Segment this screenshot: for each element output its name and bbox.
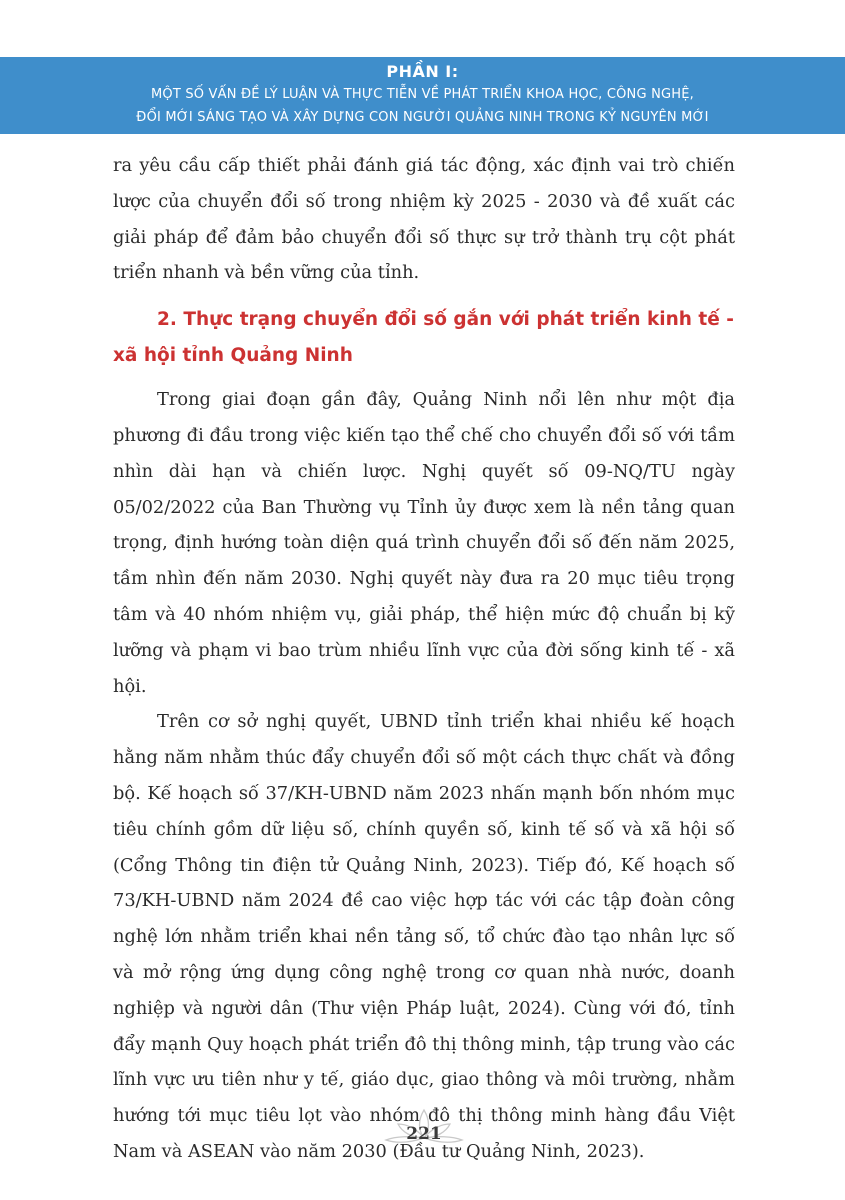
part-title-line-1: MỘT SỐ VẤN ĐỀ LÝ LUẬN VÀ THỰC TIỄN VỀ PHÁT TRIỂN KHOA HỌC, CÔNG NGHỆ, <box>151 87 694 102</box>
body-paragraph-1: Trong giai đoạn gần đây, Quảng Ninh nổi lên như một địa phương đi đầu trong việc kiến tạo thể chế cho chuyển đổi số với tầm nhìn dài hạn và chiến lược. Nghị quyết số 09-NQ/TU ngày 05/02/2022 của Ban Thường vụ Tỉnh ủy được xem là nền tảng quan trọng, định hướng toàn diện quá trình chuyển đổi số đến năm 2025, tầm nhìn đến năm 2030. Nghị quyết này đưa ra 20 mục tiêu trọng tâm và 40 nhóm nhiệm vụ, giải pháp, thể hiện mức độ chuẩn bị kỹ lưỡng và phạm vi bao trùm nhiều lĩnh vực của đời sống kinh tế - xã hội. <box>113 389 735 697</box>
section-heading: 2. Thực trạng chuyển đổi số gắn với phát triển kinh tế - xã hội tỉnh Quảng Ninh <box>113 309 734 367</box>
page-number: 221 <box>406 1124 442 1144</box>
body-paragraph-2: Trên cơ sở nghị quyết, UBND tỉnh triển khai nhiều kế hoạch hằng năm nhằm thúc đẩy chuyển đổi số một cách thực chất và đồng bộ. Kế hoạch số 37/KH-UBND năm 2023 nhấn mạnh bốn nhóm mục tiêu chính gồm dữ liệu số, chính quyền số, kinh tế số và xã hội số (Cổng Thông tin điện tử Quảng Ninh, 2023). Tiếp đó, Kế hoạch số 73/KH-UBND năm 2024 đề cao việc hợp tác với các tập đoàn công nghệ lớn nhằm triển khai nền tảng số, tổ chức đào tạo nhân lực số và mở rộng ứng dụng công nghệ trong cơ quan nhà nước, doanh nghiệp và người dân (Thư viện Pháp luật, 2024). Cùng với đó, tỉnh đẩy mạnh Quy hoạch phát triển đô thị thông minh, tập trung vào các lĩnh vực ưu tiên như y tế, giáo dục, giao thông và môi trường, nhằm hướng tới mục tiêu lọt vào nhóm đô thị thông minh hàng đầu Việt Nam và ASEAN vào năm 2030 (Đầu tư Quảng Ninh, 2023). <box>113 711 735 1162</box>
intro-paragraph: ra yêu cầu cấp thiết phải đánh giá tác động, xác định vai trò chiến lược của chuyển đổi số trong nhiệm kỳ 2025 - 2030 và đề xuất các giải pháp để đảm bảo chuyển đổi số thực sự trở thành trụ cột phát triển nhanh và bền vững của tỉnh. <box>113 155 735 284</box>
part-label: PHẦN I: <box>386 62 459 81</box>
chapter-header-band <box>0 57 845 134</box>
part-title-line-2: ĐỔI MỚI SÁNG TẠO VÀ XÂY DỰNG CON NGƯỜI QUẢNG NINH TRONG KỶ NGUYÊN MỚI <box>136 110 709 125</box>
page-body <box>113 148 735 1170</box>
